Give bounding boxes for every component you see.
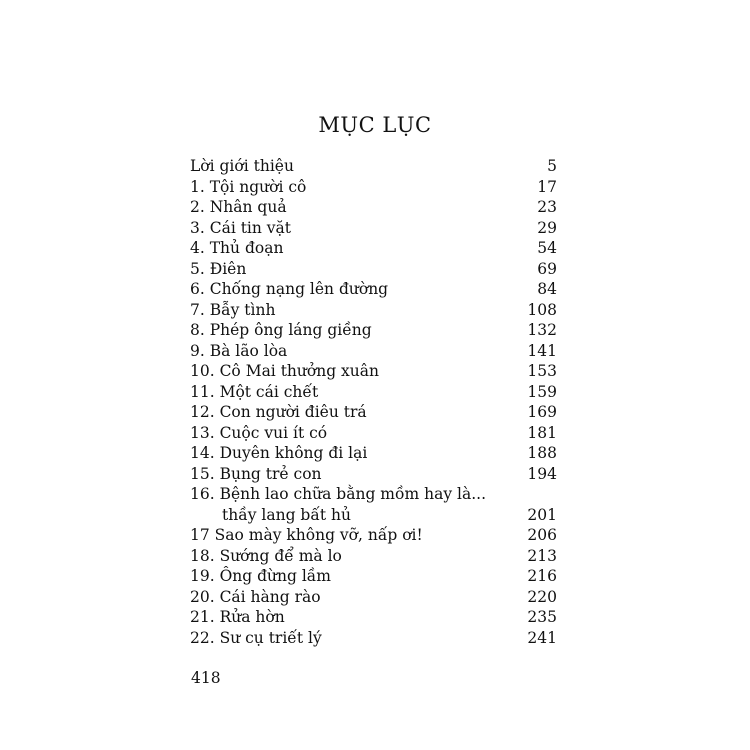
toc-entry (190, 341, 557, 362)
toc-entry-title: 11. Một cái chết (190, 382, 319, 401)
toc-entry (190, 197, 557, 218)
toc-entry-title: 3. Cái tin vặt (190, 218, 292, 237)
table-of-contents (190, 156, 557, 648)
page-title: MỤC LỤC (318, 113, 432, 137)
toc-entry-title: 4. Thủ đoạn (190, 239, 284, 257)
page-number: 418 (191, 669, 221, 687)
toc-entry-page: 69 (537, 259, 557, 278)
toc-entry (190, 300, 557, 321)
toc-entry-page: 235 (527, 608, 557, 626)
toc-entry-title: 14. Duyên không đi lại (190, 444, 368, 462)
toc-entry-title: 12. Con người điêu trá (190, 403, 367, 421)
toc-entry-page: 84 (537, 280, 557, 298)
toc-entry (190, 566, 557, 587)
toc-entry-page: 216 (527, 567, 557, 585)
toc-entry (190, 587, 557, 608)
toc-entry (190, 505, 557, 526)
toc-entry (190, 464, 557, 485)
toc-entry-title: 17 Sao mày không vỡ, nấp ơi! (190, 526, 423, 544)
toc-entry-page: 153 (527, 362, 557, 380)
toc-entry (190, 238, 557, 259)
toc-entry-title: 18. Sướng để mà lo (190, 546, 342, 565)
toc-entry-page: 17 (537, 177, 557, 196)
toc-entry (190, 279, 557, 300)
toc-entry (190, 259, 557, 280)
toc-entry-page: 132 (527, 321, 557, 339)
toc-entry-title: 13. Cuộc vui ít có (190, 423, 328, 442)
toc-entry-title: 10. Cô Mai thưởng xuân (190, 362, 379, 380)
toc-entry-page: 220 (527, 587, 557, 606)
toc-entry-page: 159 (527, 382, 557, 401)
toc-entry (190, 525, 557, 546)
toc-entry-title: Lời giới thiệu (190, 157, 294, 175)
toc-entry-page: 29 (537, 218, 557, 237)
toc-entry-page: 188 (527, 444, 557, 462)
toc-entry-title: 22. Sư cụ triết lý (190, 628, 322, 647)
toc-entry-page: 169 (527, 403, 557, 421)
toc-entry (190, 607, 557, 628)
toc-entry-page: 201 (527, 505, 557, 524)
toc-entry-page: 141 (527, 341, 557, 360)
toc-entry-title: 8. Phép ông láng giềng (190, 321, 372, 339)
toc-entry (190, 402, 557, 423)
toc-entry-title: 6. Chống nạng lên đường (190, 280, 389, 298)
toc-entry (190, 423, 557, 444)
toc-entry-title: 2. Nhân quả (190, 198, 287, 216)
toc-entry-page: 241 (527, 628, 557, 647)
toc-entry-page: 5 (547, 157, 557, 175)
toc-entry-page: 54 (537, 239, 557, 257)
toc-entry-page: 108 (527, 300, 557, 319)
toc-entry (190, 361, 557, 382)
toc-entry-page: 213 (527, 546, 557, 565)
toc-entry (190, 628, 557, 649)
toc-entry (190, 443, 557, 464)
toc-entry-page: 23 (537, 198, 557, 216)
toc-entry (190, 382, 557, 403)
toc-entry-title: 7. Bẫy tình (190, 300, 276, 319)
toc-entry (190, 484, 557, 505)
toc-entry-title: 9. Bà lão lòa (190, 341, 288, 360)
toc-entry-title: 1. Tội người cô (190, 177, 307, 196)
toc-entry-title: 15. Bụng trẻ con (190, 464, 322, 483)
toc-entry-page: 206 (527, 526, 557, 544)
toc-entry-title: thầy lang bất hủ (222, 505, 351, 524)
toc-entry-title: 5. Điên (190, 259, 247, 278)
toc-entry-page: 181 (527, 423, 557, 442)
toc-entry-title: 16. Bệnh lao chữa bằng mồm hay là... (190, 485, 486, 503)
toc-entry (190, 177, 557, 198)
toc-entry-title: 19. Ông đừng lầm (190, 567, 332, 585)
toc-entry (190, 546, 557, 567)
toc-entry-page: 194 (527, 464, 557, 483)
toc-entry (190, 156, 557, 177)
toc-entry (190, 218, 557, 239)
toc-entry-title: 20. Cái hàng rào (190, 587, 321, 606)
toc-entry-title: 21. Rửa hờn (190, 608, 285, 626)
toc-entry (190, 320, 557, 341)
